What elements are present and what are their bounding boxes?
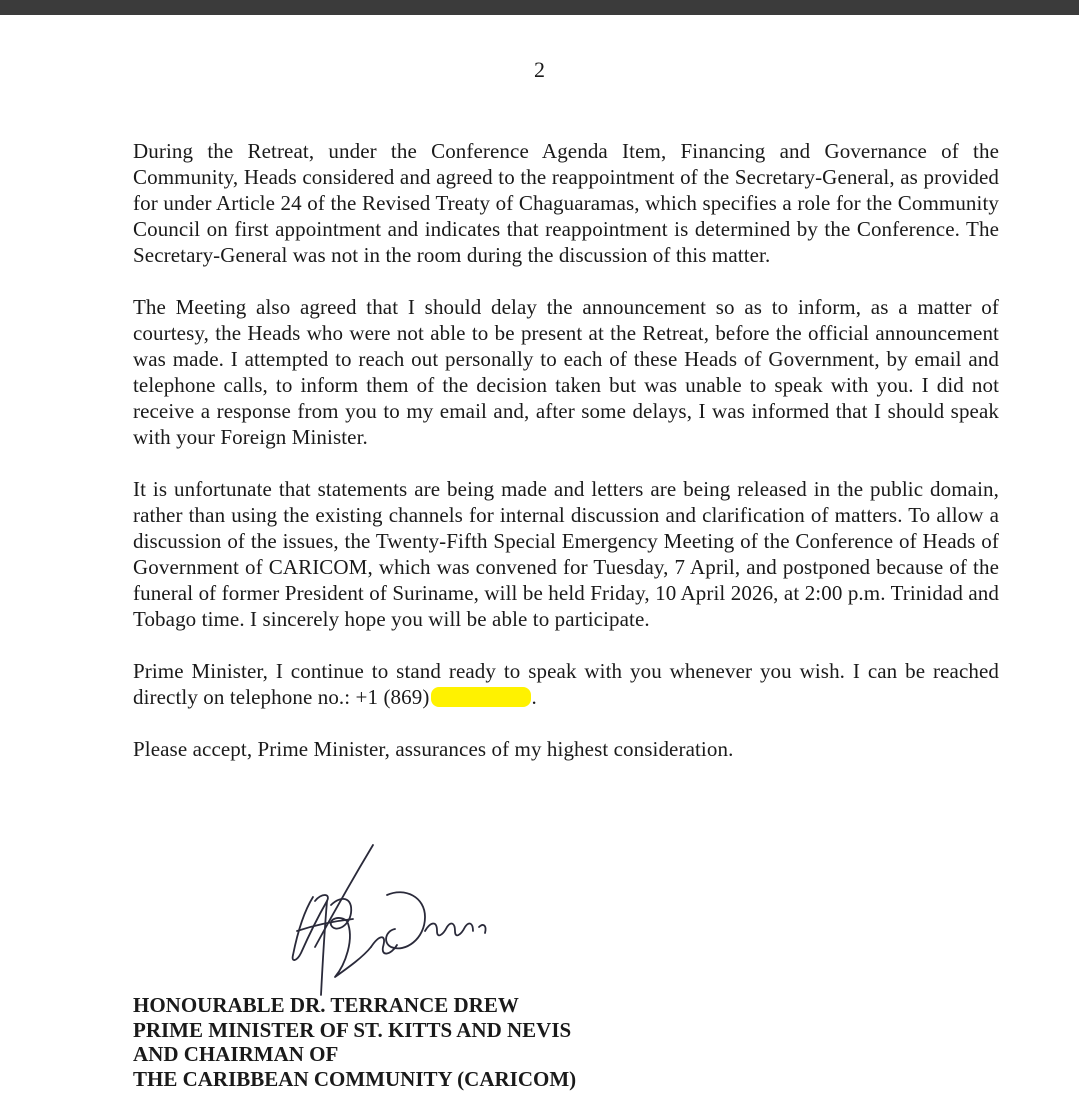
paragraph-announcement: The Meeting also agreed that I should delay the announcement so as to inform, as a matter of courtesy, the Heads who were not able to be present at the Retreat, before the official announcement was made. I attempted to reach out personally to each of these Heads of Government, by email and telephone calls, to inform them of the decision taken but was unable to speak with you. I did not receive a response from you to my email and, after some delays, I was informed that I should speak with your Foreign Minister.	[133, 295, 999, 449]
letter-page	[0, 15, 1079, 1104]
signatory-title: PRIME MINISTER OF ST. KITTS AND NEVIS	[133, 1017, 572, 1042]
paragraph-retreat: During the Retreat, under the Conference Agenda Item, Financing and Governance of the Community, Heads considered and agreed to the reappointment of the Secretary-General, as provided for under Article 24 of the Revised Treaty of Chaguaramas, which specifies a role for the Community Council on first appointment and indicates that reappointment is determined by the Conference. The Secretary-General was not in the room during the discussion of this matter.	[133, 139, 999, 267]
redacted-phone-highlight	[431, 687, 531, 707]
paragraph-closing: Please accept, Prime Minister, assurances of my highest consideration.	[133, 737, 734, 761]
signatory-organization: THE CARIBBEAN COMMUNITY (CARICOM)	[133, 1066, 577, 1091]
handwritten-signature	[275, 835, 515, 1005]
paragraph-emergency-meeting: It is unfortunate that statements are being made and letters are being released in the public domain, rather than using the existing channels for internal discussion and clarification of matters. To allow a discussion of the issues, the Twenty-Fifth Special Emergency Meeting of the Conference of Heads of Government of CARICOM, which was convened for Tuesday, 7 April, and postponed because of the funeral of former President of Suriname, will be held Friday, 10 April 2026, at 2:00 p.m. Trinidad and Tobago time. I sincerely hope you will be able to participate.	[133, 477, 999, 631]
letter-body	[133, 138, 999, 762]
signatory-role: AND CHAIRMAN OF	[133, 1042, 339, 1066]
contact-text: Prime Minister, I continue to stand ready to speak with you whenever you wish. I can be reached directly on telephone no.: +1 (869)	[133, 659, 999, 709]
window-top-bar	[0, 0, 1079, 15]
contact-text-end: .	[531, 685, 537, 709]
page-number: 2	[534, 57, 545, 82]
signatory-name: HONOURABLE DR. TERRANCE DREW	[133, 993, 519, 1017]
paragraph-contact	[133, 658, 999, 710]
signatory-block	[133, 993, 576, 1091]
